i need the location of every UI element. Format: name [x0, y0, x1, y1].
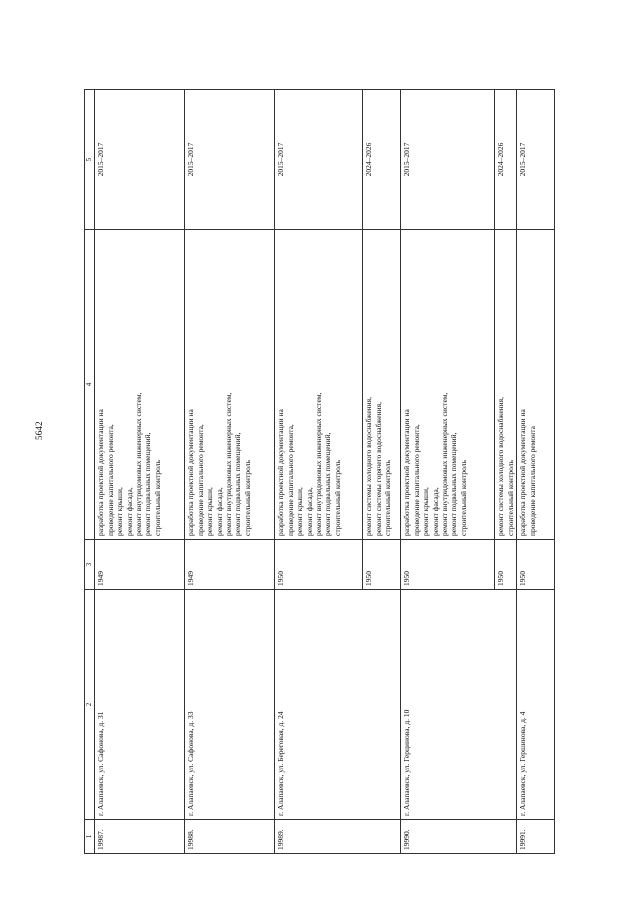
period-cell: 2015–2017 — [401, 90, 495, 230]
work-item: ремонт системы горячего водоснабжения, — [373, 402, 383, 536]
work-item: ремонт внутридомовых инженерных систем, — [440, 392, 450, 536]
work-item: ремонт крыши, — [205, 487, 215, 536]
work-item: строительный контроль — [505, 460, 515, 536]
table-body — [95, 90, 555, 854]
year-cell: 1950 — [517, 540, 555, 590]
work-item: ремонт системы холодного водоснабжения, — [364, 396, 374, 536]
works-cell — [275, 230, 363, 540]
works-cell — [495, 230, 517, 540]
table-row — [95, 90, 185, 854]
work-item: ремонт крыши, — [115, 487, 125, 536]
table-row — [185, 90, 275, 854]
period-cell: 2015–2017 — [517, 90, 555, 230]
year-cell: 1949 — [185, 540, 275, 590]
work-item: проведение капитального ремонта, — [105, 424, 115, 536]
work-item: строительный контроль — [458, 460, 468, 536]
work-item: строительный контроль — [242, 460, 252, 536]
work-item: ремонт фасада, — [304, 487, 314, 536]
work-item: разработка проектной документации на — [96, 409, 106, 536]
row-number-cell: 19990. — [401, 820, 517, 854]
address-cell: г. Алапаевск, ул. Сафонова, д. 33 — [185, 590, 275, 820]
header-row — [85, 90, 95, 854]
address-cell: г. Алапаевск, ул. Герцинова, д. 10 — [401, 590, 517, 820]
page-number: 5642 — [34, 421, 44, 440]
table-row — [517, 90, 555, 854]
work-item: разработка проектной документации на — [402, 409, 412, 536]
works-cell — [517, 230, 555, 540]
period-cell: 2015–2017 — [95, 90, 185, 230]
work-item: ремонт фасада, — [124, 487, 134, 536]
rotated-table-container — [84, 90, 538, 854]
year-cell: 1950 — [275, 540, 363, 590]
row-number-cell: 19987. — [95, 820, 185, 854]
work-item: ремонт фасада, — [214, 487, 224, 536]
address-cell: г. Алапаевск, ул. Сафонова, д. 31 — [95, 590, 185, 820]
year-cell: 1950 — [401, 540, 495, 590]
row-number-cell: 19989. — [275, 820, 401, 854]
repair-schedule-table — [84, 89, 555, 854]
works-cell — [185, 230, 275, 540]
work-item: ремонт подвальных помещений, — [323, 432, 333, 536]
work-item: ремонт внутридомовых инженерных систем, — [134, 392, 144, 536]
work-item: проведение капитального ремонта, — [285, 424, 295, 536]
table-row — [401, 90, 495, 854]
work-item: ремонт системы холодного водоснабжения, — [496, 396, 506, 536]
table-row — [275, 90, 363, 854]
work-item: проведение капитального ремонта, — [195, 424, 205, 536]
row-number-cell: 19988. — [185, 820, 275, 854]
work-item: ремонт внутридомовых инженерных систем, — [314, 392, 324, 536]
row-number-cell: 19991. — [517, 820, 555, 854]
period-cell: 2015–2017 — [185, 90, 275, 230]
work-item: разработка проектной документации на — [186, 409, 196, 536]
period-cell: 2024–2026 — [363, 90, 401, 230]
work-item: строительный контроль — [152, 460, 162, 536]
work-item: ремонт подвальных помещений, — [143, 432, 153, 536]
work-item: ремонт внутридомовых инженерных систем, — [224, 392, 234, 536]
column-header-3: 3 — [85, 540, 95, 590]
work-item: ремонт крыши, — [295, 487, 305, 536]
address-cell: г. Алапаевск, ул. Гершинова, д. 4 — [517, 590, 555, 820]
period-cell: 2015–2017 — [275, 90, 363, 230]
work-item: ремонт подвальных помещений, — [449, 432, 459, 536]
works-cell — [363, 230, 401, 540]
work-item: ремонт подвальных помещений, — [233, 432, 243, 536]
period-cell: 2024–2026 — [495, 90, 517, 230]
year-cell: 1950 — [363, 540, 401, 590]
column-header-4: 4 — [85, 230, 95, 540]
address-cell: г. Алапаевск, ул. Береговая, д. 24 — [275, 590, 401, 820]
works-cell — [401, 230, 495, 540]
column-header-1: 1 — [85, 820, 95, 854]
work-item: ремонт крыши, — [421, 487, 431, 536]
column-header-2: 2 — [85, 590, 95, 820]
work-item: ремонт фасада, — [430, 487, 440, 536]
work-item: проведение капитального ремонта — [527, 426, 537, 536]
year-cell: 1949 — [95, 540, 185, 590]
work-item: разработка проектной документации на — [518, 409, 528, 536]
works-cell — [95, 230, 185, 540]
work-item: разработка проектной документации на — [276, 409, 286, 536]
work-item: проведение капитального ремонта, — [411, 424, 421, 536]
work-item: строительный контроль — [383, 460, 393, 536]
column-header-5: 5 — [85, 90, 95, 230]
work-item: строительный контроль — [332, 460, 342, 536]
year-cell: 1950 — [495, 540, 517, 590]
